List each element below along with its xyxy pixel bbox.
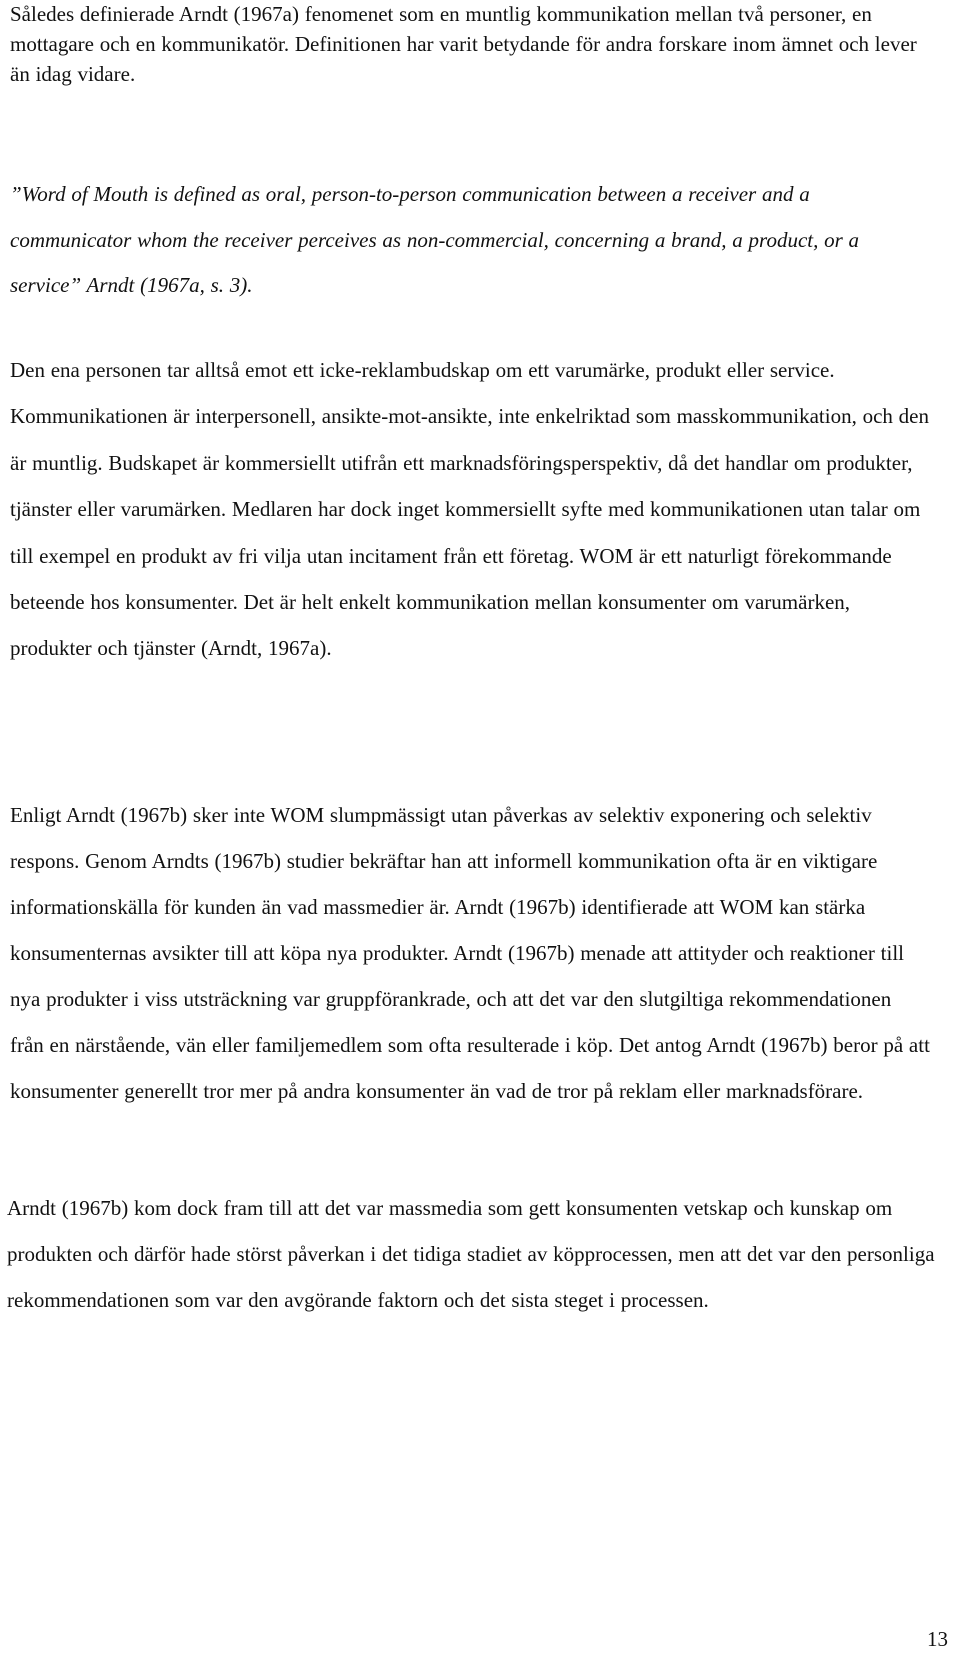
page-number: 13: [927, 1627, 948, 1651]
paragraph-massmedia: Arndt (1967b) kom dock fram till att det var massmedia som gett konsumenten vetskap och kunskap om produkten och därför hade störst påverkan i det tidiga stadiet av köpprocessen, men att det var den personliga rekommendationen som var den avgörande faktorn och det sista steget i processen.: [7, 1196, 935, 1312]
block-quote: ”Word of Mouth is defined as oral, person-to-person communication between a receiver and a communicator whom the receiver perceives as non-commercial, concerning a brand, a product, or a service” Arndt (1967a, s. 3).: [10, 182, 860, 297]
paragraph-definition: Den ena personen tar alltså emot ett icke-reklambudskap om ett varumärke, produkt eller service. Kommunikationen är interpersonell, ansikte-mot-ansikte, inte enkelriktad som masskommunikation, och den är muntlig. Budskapet är kommersiellt utifrån ett marknadsföringsperspektiv, då det handlar om produkter, tjänster eller varumärken. Medlaren har dock inget kommersiellt syfte med kommunikationen utan talar om till exempel en produkt av fri vilja utan incitament från ett företag. WOM är ett naturligt förekommande beteende hos konsumenter. Det är helt enkelt kommunikation mellan konsumenter om varumärken, produkter och tjänster (Arndt, 1967a).: [10, 358, 929, 661]
paragraph-enligt-arndt: Enligt Arndt (1967b) sker inte WOM slumpmässigt utan påverkas av selektiv exponering och selektiv respons. Genom Arndts (1967b) studier bekräftar han att informell kommunikation ofta är en viktigare informationskälla för kunden än vad massmedier är. Arndt (1967b) identifierade att WOM kan stärka konsumenternas avsikter till att köpa nya produkter. Arndt (1967b) menade att attityder och reaktioner till nya produkter i viss utsträckning var gruppförankrade, och att det var den slutgiltiga rekommendationen från en närstående, vän eller familjemedlem som ofta resulterade i köp. Det antog Arndt (1967b) beror på att konsumenter generellt tror mer på andra konsumenter än vad de tror på reklam eller marknadsförare.: [10, 803, 930, 1103]
paragraph-intro: Således definierade Arndt (1967a) fenomenet som en muntlig kommunikation mellan två personer, en mottagare och en kommunikatör. Definitionen har varit betydande för andra forskare inom ämnet och lever än idag vidare.: [10, 2, 917, 86]
